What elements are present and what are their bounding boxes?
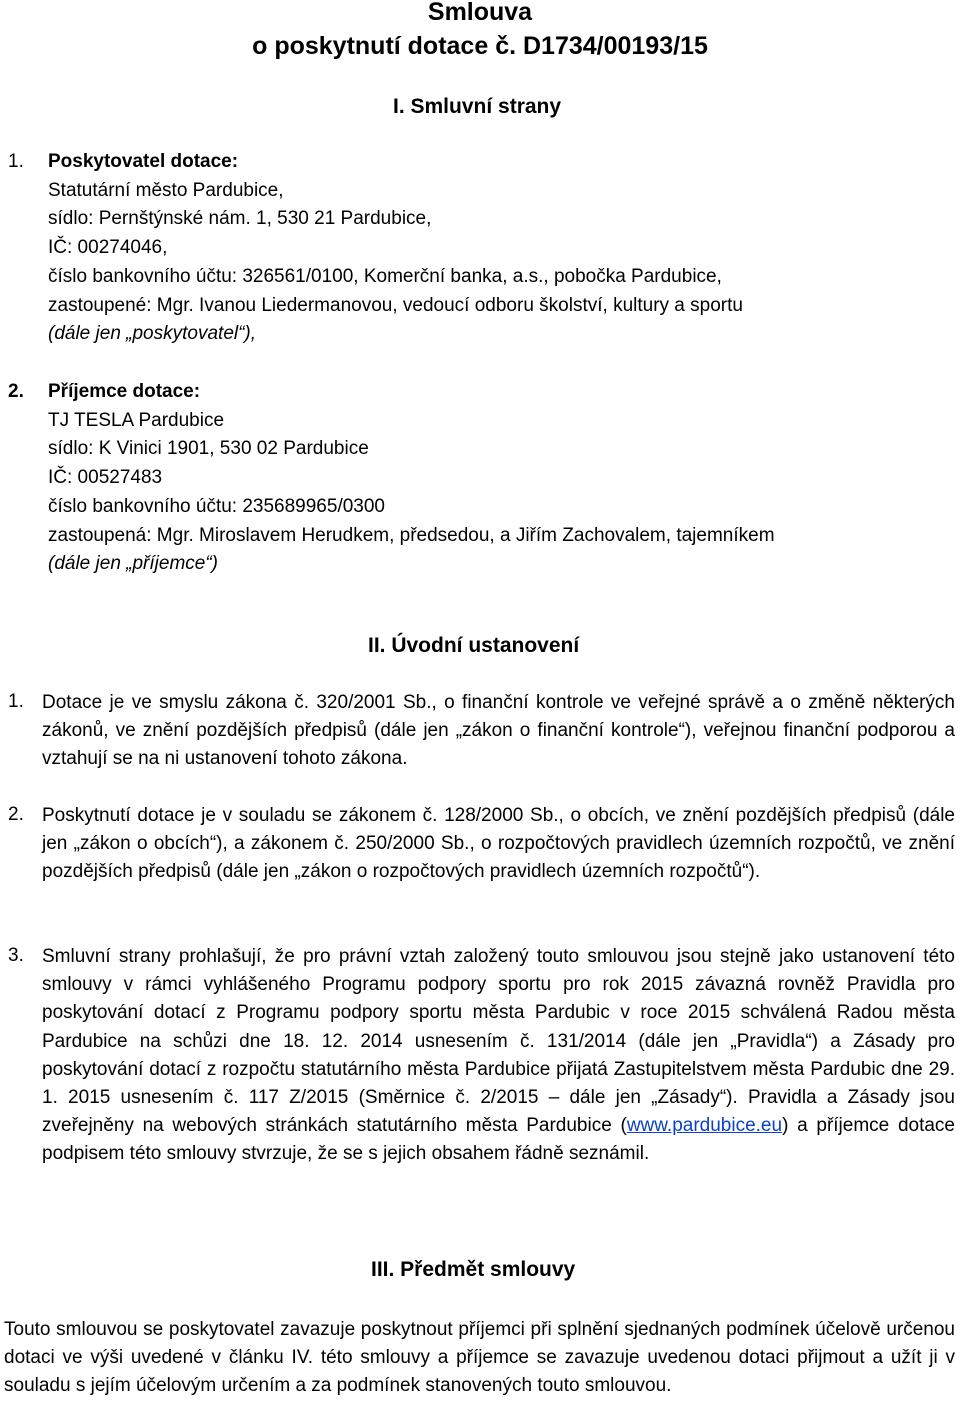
- intro-item-number: 2.: [8, 804, 24, 825]
- intro-item-text: Poskytnutí dotace je v souladu se zákonem č. 128/2000 Sb., o obcích, ve znění pozdějších předpisů (dále jen „zákon o obcích“), a zákonem č. 250/2000 Sb., o rozpočtových pravidlech územních rozpočtů, ve znění pozdějších předpisů (dále jen „zákon o rozpočtových pravidlech územních rozpočtů“).: [42, 805, 955, 883]
- recipient-note: (dále jen „příjemce“): [48, 553, 218, 575]
- provider-note: (dále jen „poskytovatel“),: [48, 323, 257, 345]
- intro-item-number: 3.: [8, 945, 24, 966]
- contract-subtitle: o poskytnutí dotace č. D1734/00193/15: [252, 32, 708, 60]
- recipient-id: IČ: 00527483: [48, 467, 163, 489]
- recipient-name: TJ TESLA Pardubice: [48, 409, 225, 431]
- pardubice-website-link[interactable]: www.pardubice.eu: [626, 1115, 783, 1137]
- provider-address: sídlo: Pernštýnské nám. 1, 530 21 Pardubice,: [48, 208, 432, 230]
- section-heading-parties: I. Smluvní strany: [393, 95, 562, 118]
- subject-text: Touto smlouvou se poskytovatel zavazuje poskytnout příjemci při splnění sjednaných podmínek účelově určenou dotaci ve výši uvedené v článku IV. této smlouvy a příjemce se zavazuje uvedenou dotaci přijmout a užít ji v souladu s jejím účelovým určením a za podmínek stanovených touto smlouvou.: [4, 1319, 955, 1397]
- provider-id: IČ: 00274046,: [48, 237, 168, 259]
- recipient-block: [48, 378, 775, 579]
- provider-bank-account: číslo bankovního účtu: 326561/0100, Komerční banka, a.s., pobočka Pardubice,: [48, 265, 722, 287]
- intro-item-text-part: ) a příjemce dotace podpisem této smlouvy stvrzuje, že se s jejich obsahem řádně seznámil.: [42, 1115, 955, 1165]
- provider-representative: zastoupené: Mgr. Ivanou Liedermanovou, vedoucí odboru školství, kultury a sportu: [48, 294, 743, 316]
- provider-number: 1.: [8, 151, 24, 172]
- section-heading-subject: III. Předmět smlouvy: [371, 1258, 576, 1281]
- intro-item-text: Dotace je ve smyslu zákona č. 320/2001 Sb., o finanční kontrole ve veřejné správě a o změně některých zákonů, ve znění pozdějších předpisů (dále jen „zákon o finanční kontrole“), veřejnou finanční podporou a vztahují se na ni ustanovení tohoto zákona.: [42, 692, 955, 770]
- recipient-heading: Příjemce dotace:: [48, 381, 201, 402]
- intro-item-text: [42, 943, 955, 1169]
- intro-item-number: 1.: [8, 691, 24, 712]
- provider-heading: Poskytovatel dotace:: [48, 151, 239, 172]
- recipient-number: 2.: [8, 381, 24, 402]
- provider-block: [48, 148, 743, 349]
- provider-name: Statutární město Pardubice,: [48, 179, 284, 201]
- contract-title: Smlouva: [427, 0, 533, 26]
- recipient-address: sídlo: K Vinici 1901, 530 02 Pardubice: [48, 438, 369, 460]
- intro-item-text-part: Smluvní strany prohlašují, že pro právní vztah založený touto smlouvou jsou stejně jako ustanovení této smlouvy v rámci vyhlášeného Programu podpory sportu pro rok 2015 závazná rovněž Pravidla pro poskytování dotací z Programu podpory sportu města Pardubic v roce 2015 schválená Radou města Pardubice na schůzi dne 18. 12. 2014 usnesením č. 131/2014 (dále jen „Pravidla“) a Zásady pro poskytování dotací z rozpočtu statutárního města Pardubice přijatá Zastupitelstvem města Pardubic dne 29. 1. 2015 usnesením č. 117 Z/2015 (Směrnice č. 2/2015 – dále jen „Zásady“). Pravidla a Zásady jsou zveřejněny na webových stránkách statutárního města Pardubice (: [42, 946, 955, 1137]
- recipient-bank-account: číslo bankovního účtu: 235689965/0300: [48, 495, 385, 517]
- recipient-representative: zastoupená: Mgr. Miroslavem Herudkem, předsedou, a Jiřím Zachovalem, tajemníkem: [48, 524, 775, 546]
- section-heading-intro: II. Úvodní ustanovení: [368, 634, 580, 657]
